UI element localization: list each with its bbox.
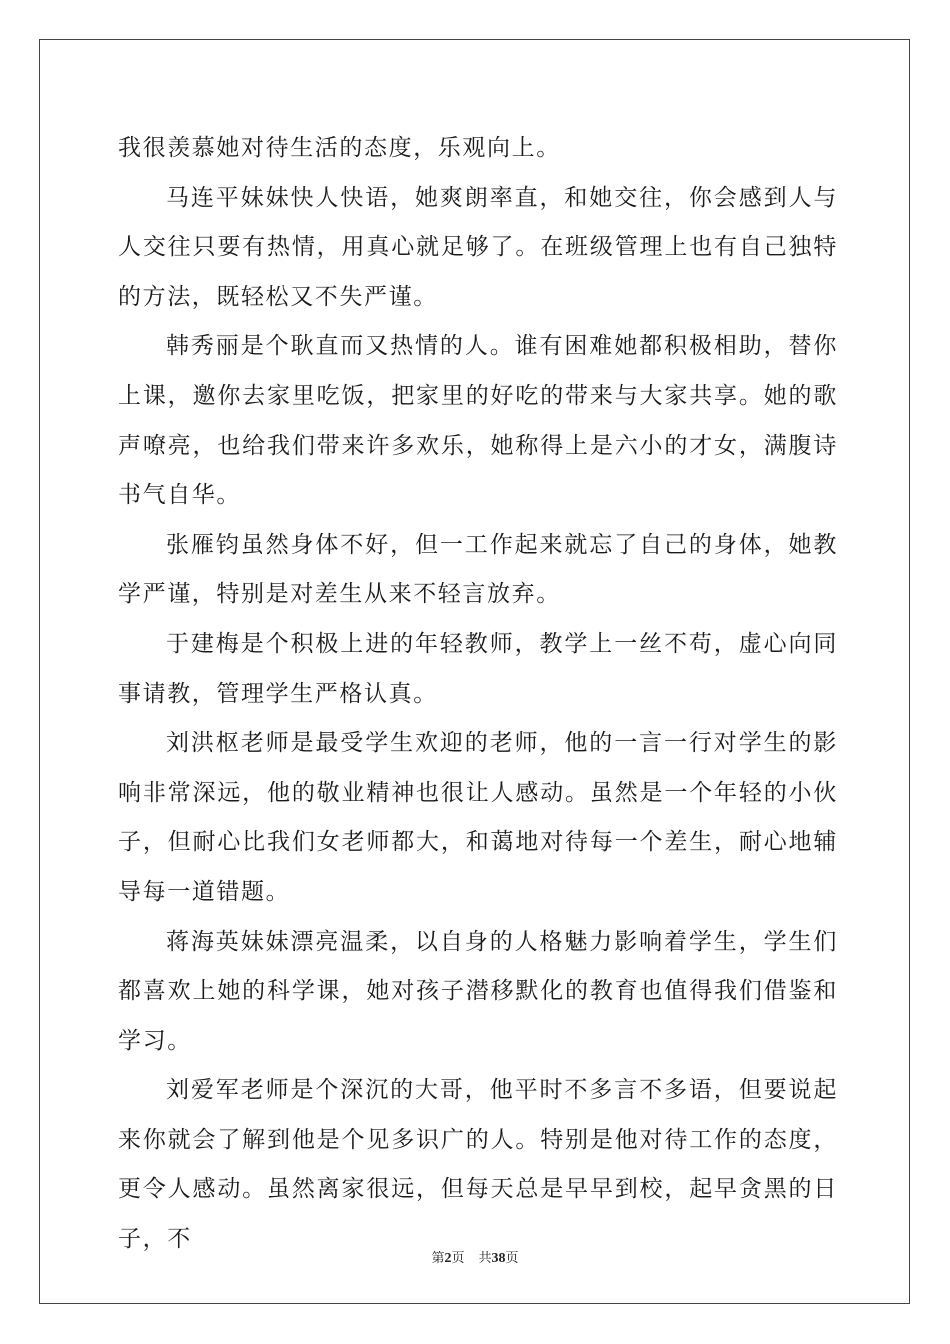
paragraph: 刘爱军老师是个深沉的大哥，他平时不多言不多语，但要说起来你就会了解到他是个见多识广的人。特别是他对待工作的态度，更令人感动。虽然离家很远，但每天总是早早到校，起早贪黑的日子，不: [118, 1077, 838, 1253]
page-number-label: 第2页: [431, 1251, 465, 1266]
paragraph: 于建梅是个积极上进的年轻教师，教学上一丝不苟，虚心向同事请教，管理学生严格认真。: [118, 630, 838, 707]
page-footer: [0, 1247, 950, 1267]
paragraph: 蒋海英妹妹漂亮温柔，以自身的人格魅力影响着学生，学生们都喜欢上她的科学课，她对孩子潜移默化的教育也值得我们借鉴和学习。: [118, 928, 838, 1054]
paragraph: 马连平妹妹快人快语，她爽朗率直，和她交往，你会感到人与人交往只要有热情，用真心就足够了。在班级管理上也有自己独特的方法，既轻松又不失严谨。: [118, 184, 838, 310]
paragraph: 我很羡慕她对待生活的态度，乐观向上。: [118, 135, 561, 161]
paragraph: 刘洪枢老师是最受学生欢迎的老师，他的一言一行对学生的影响非常深远，他的敬业精神也很让人感动。虽然是一个年轻的小伙子，但耐心比我们女老师都大，和蔼地对待每一个差生，耐心地辅导每一道错题。: [118, 730, 838, 905]
paragraph: 韩秀丽是个耿直而又热情的人。谁有困难她都积极相助，替你上课，邀你去家里吃饭，把家里的好吃的带来与大家共享。她的歌声嘹亮，也给我们带来许多欢乐，她称得上是六小的才女，满腹诗书气自华。: [118, 333, 838, 509]
paragraph: 张雁钧虽然身体不好，但一工作起来就忘了自己的身体，她教学严谨，特别是对差生从来不轻言放弃。: [118, 531, 838, 608]
total-pages-label: 共38页: [478, 1251, 519, 1266]
document-body: [118, 124, 838, 1265]
